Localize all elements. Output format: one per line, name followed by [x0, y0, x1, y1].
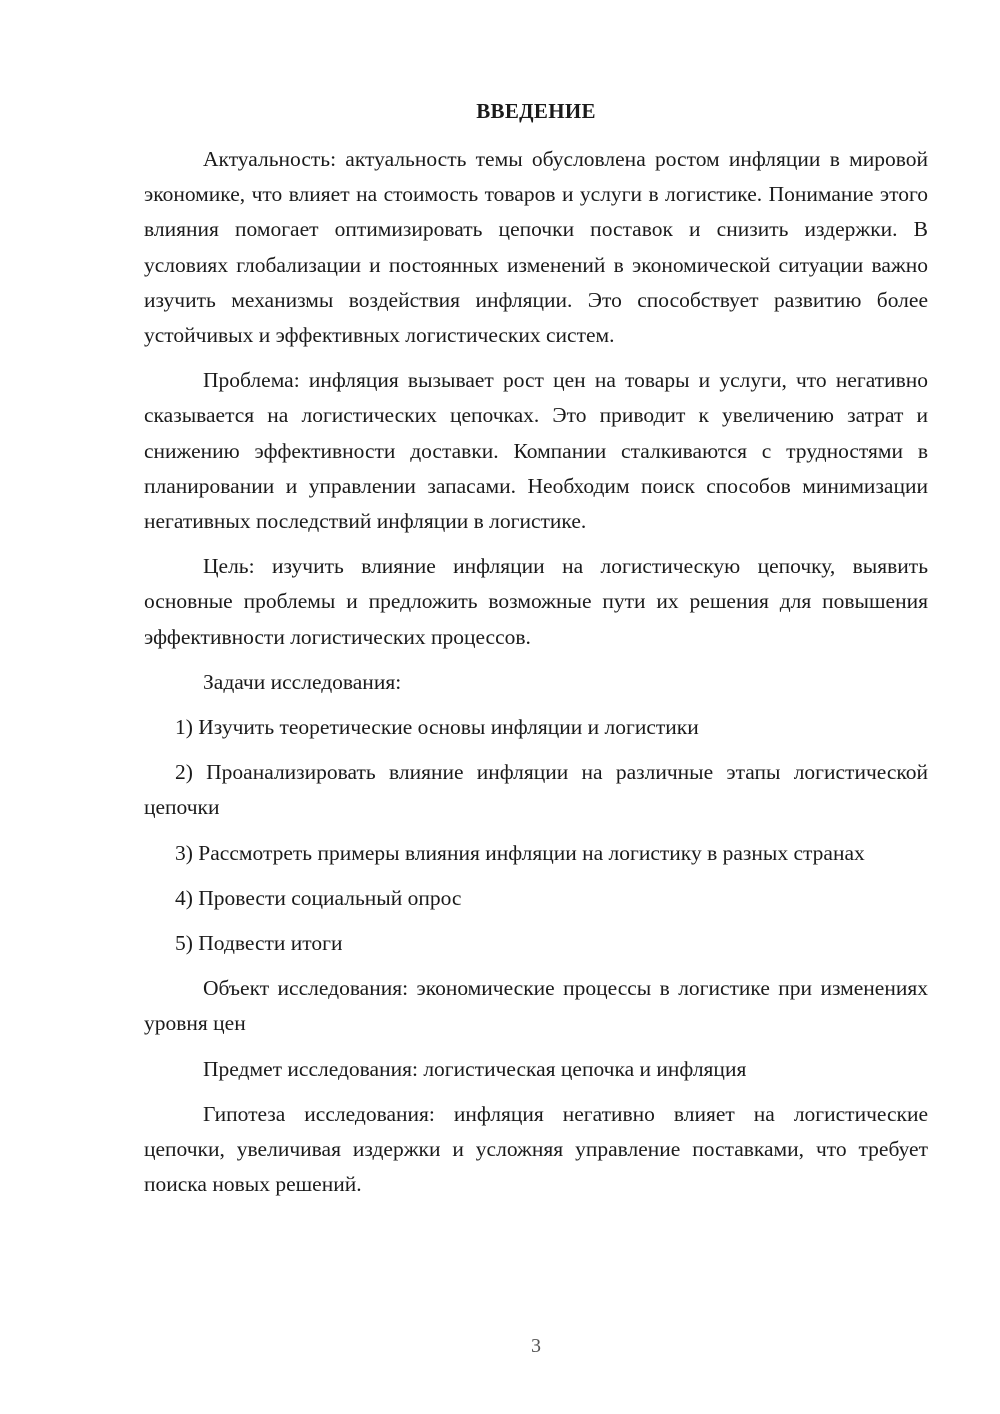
- section-title: ВВЕДЕНИЕ: [476, 99, 596, 123]
- task-item: 1) Изучить теоретические основы инфляции и логистики: [175, 715, 699, 740]
- task-item: 2) Проанализировать влияние инфляции на различные этапы логистической цепочки: [144, 760, 928, 820]
- relevance-paragraph: Актуальность: актуальность темы обусловлена ростом инфляции в мировой экономике, что влияет на стоимость товаров и услуги в логистике. Понимание этого влияния помогает оптимизировать цепочки поставок и снизить издержки. В условиях глобализации и постоянных изменений в экономической ситуации важно изучить механизмы воздействия инфляции. Это способствует развитию более устойчивых и эффективных логистических систем.: [144, 147, 928, 348]
- document-page: [144, 0, 928, 1414]
- problem-paragraph: Проблема: инфляция вызывает рост цен на товары и услуги, что негативно сказывается на логистических цепочках. Это приводит к увеличению затрат и снижению эффективности доставки. Компании сталкиваются с трудностями в планировании и управлении запасами. Необходим поиск способов минимизации негативных последствий инфляции в логистике.: [144, 368, 928, 534]
- page-number: 3: [531, 1335, 541, 1357]
- tasks-list: [144, 710, 928, 961]
- section-body: [144, 142, 928, 1212]
- object-paragraph: Объект исследования: экономические процессы в логистике при изменениях уровня цен: [144, 976, 928, 1036]
- task-item: 3) Рассмотреть примеры влияния инфляции на логистику в разных странах: [175, 840, 865, 865]
- goal-paragraph: Цель: изучить влияние инфляции на логистическую цепочку, выявить основные проблемы и предложить возможные пути их решения для повышения эффективности логистических процессов.: [144, 554, 928, 649]
- task-item: 5) Подвести итоги: [175, 931, 343, 956]
- subject-paragraph: Предмет исследования: логистическая цепочка и инфляция: [203, 1056, 747, 1081]
- hypothesis-paragraph: Гипотеза исследования: инфляция негативно влияет на логистические цепочки, увеличивая издержки и усложняя управление поставками, что требует поиска новых решений.: [144, 1101, 928, 1197]
- tasks-heading: Задачи исследования:: [203, 669, 402, 694]
- task-item: 4) Провести социальный опрос: [175, 885, 462, 910]
